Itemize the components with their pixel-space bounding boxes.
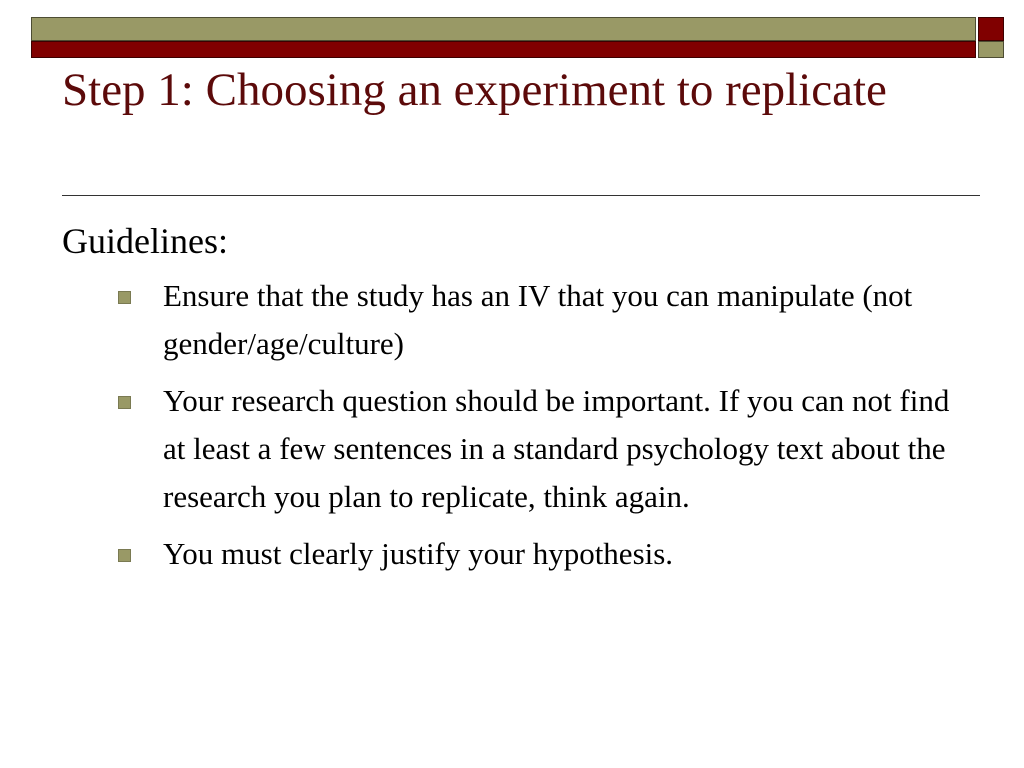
bullet-text: Ensure that the study has an IV that you can manipulate (not gender/age/culture) bbox=[163, 278, 913, 361]
square-bullet-icon bbox=[118, 549, 131, 562]
bullet-list bbox=[62, 272, 962, 578]
square-bullet-icon bbox=[118, 396, 131, 409]
bullet-item bbox=[62, 272, 953, 368]
guidelines-heading: Guidelines: bbox=[62, 221, 228, 261]
header-square-olive bbox=[978, 41, 1004, 58]
bullet-item bbox=[62, 530, 953, 578]
square-bullet-icon bbox=[118, 291, 131, 304]
bullet-item bbox=[62, 377, 953, 521]
header-square-maroon bbox=[978, 17, 1004, 41]
bullet-text: You must clearly justify your hypothesis. bbox=[163, 536, 674, 571]
slide-body bbox=[62, 216, 962, 587]
bullet-text: Your research question should be important. If you can not find at least a few sentences in a standard psychology text about the research you plan to replicate, think again. bbox=[163, 383, 950, 514]
slide-title: Step 1: Choosing an experiment to replicate bbox=[62, 64, 887, 116]
header-band-olive bbox=[31, 17, 976, 41]
title-divider bbox=[62, 195, 980, 196]
